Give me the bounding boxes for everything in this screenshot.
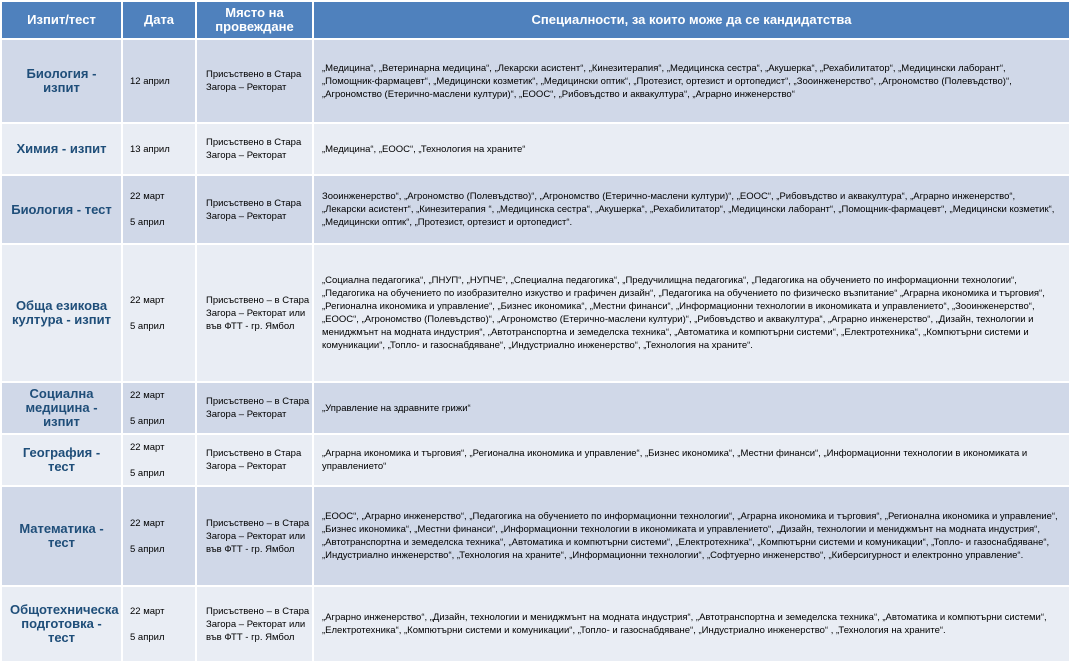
date-cell — [122, 486, 196, 586]
date-2: 5 април — [130, 217, 165, 228]
specialties-cell: „Аграрна икономика и търговия“, „Регионална икономика и управление“, „Бизнес икономика“, „Местни финанси“, „Информационни технологии в икономиката и управлението“ — [313, 434, 1069, 486]
header-specialties: Специалности, за които може да се кандидатства — [313, 1, 1069, 39]
table-row — [1, 123, 1069, 175]
specialties-cell: „Медицина“, „Ветеринарна медицина“, „Лекарски асистент“, „Кинезитерапия“, „Медицинска сестра“, „Акушерка“, „Рехабилитатор“, „Медицински лаборант“, „Помощник-фармацевт“, „Медицински козметик“, „Медицински оптик“, „Протезист, ортезист и ортопедист“, „Зооинженерство“, „Агрономство (Полевъдство)“, „Агрономство (Етерично-маслени култури)“, „ЕООС“, „Рибовъдство и аквакултура“, „Аграрно инженерство“ — [313, 39, 1069, 123]
subject-cell: Социална медицина - изпит — [1, 382, 122, 434]
table-row — [1, 382, 1069, 434]
table-row — [1, 586, 1069, 662]
subject-cell: Математика - тест — [1, 486, 122, 586]
place-cell: Присъствено в Стара Загора – Ректорат — [196, 175, 313, 244]
subject-cell: Химия - изпит — [1, 123, 122, 175]
specialties-cell: „Социална педагогика“, „ПНУП“, „НУПЧЕ“, „Специална педагогика“, „Предучилищна педагогика“, „Педагогика на обучението по информационни технологии“, „Педагогика на обучението по изобразително изкуство и графичен дизайн“, „Педагогика на обучението по физическо възпитание“ „Аграрна икономика и търговия“, „Регионална икономика и управление“, „Бизнес икономика“, „Местни финанси“, „Информационни технологии в икономиката и управлението“, „Зооинженерство“, „ЕООС“, „Агрономство (Полевъдство)“, „Агрономство (Етерично-маслени култури)“, „Рибовъдство и аквакултура“, „Аграрно инженерство“, „Дизайн, технологии и мениджмънт на модната индустрия“, „Автотранспортна и земеделска техника“, „Автоматика и компютърни системи“, „Електротехника“, „Компютърни системи и комуникации“, „Топло- и газоснабдяване“, „Индустриално инженерство“, „Технология на храните“. — [313, 244, 1069, 382]
table-header-row — [1, 1, 1069, 39]
table-row — [1, 175, 1069, 244]
date-cell — [122, 123, 196, 175]
place-cell: Присъствено – в Стара Загора – Ректорат или във ФТТ - гр. Ямбол — [196, 244, 313, 382]
date-1: 22 март — [130, 191, 165, 202]
specialties-cell: „Управление на здравните грижи“ — [313, 382, 1069, 434]
date-1: 22 март — [130, 605, 165, 617]
place-cell: Присъствено в Стара Загора – Ректорат — [196, 123, 313, 175]
subject-cell: География - тест — [1, 434, 122, 486]
subject-cell: Биология - изпит — [1, 39, 122, 123]
header-place: Място на провеждане — [196, 1, 313, 39]
place-cell: Присъствено – в Стара Загора – Ректорат или във ФТТ - гр. Ямбол — [196, 586, 313, 662]
subject-cell: Биология - тест — [1, 175, 122, 244]
place-cell: Присъствено в Стара Загора – Ректорат — [196, 39, 313, 123]
place-cell: Присъствено в Стара Загора – Ректорат — [196, 434, 313, 486]
table-row — [1, 434, 1069, 486]
date-2: 5 април — [130, 320, 165, 332]
place-cell: Присъствено – в Стара Загора – Ректорат или във ФТТ - гр. Ямбол — [196, 486, 313, 586]
header-exam: Изпит/тест — [1, 1, 122, 39]
specialties-cell: „Аграрно инженерство“, „Дизайн, технологии и мениджмънт на модната индустрия“, „Автотранспортна и земеделска техника“, „Автоматика и компютърни системи“, „Електротехника“, „Компютърни системи и комуникации“, „Топло- и газоснабдяване“, „Индустриално инженерство“ , „Технология на храните“. — [313, 586, 1069, 662]
specialties-cell: „ЕООС“, „Аграрно инженерство“, „Педагогика на обучението по информационни технологии“, „Аграрна икономика и търговия“, „Регионална икономика и управление“, „Бизнес икономика“, „Местни финанси“, „Информационни технологии в икономиката и управлението“, „Дизайн, технологии и мениджмънт на модната индустрия“, „Автотранспортна и земеделска техника“, „Автоматика и компютърни системи“, „Електротехника“, „Компютърни системи и комуникации“, „Топло- и газоснабдяване“,„Индустриално инженерство“, „Технология на храните“, „Информационни технологии“, „Софтуерно инженерство“, „Киберсигурност и електронно управление“. — [313, 486, 1069, 586]
date-cell — [122, 175, 196, 244]
header-date: Дата — [122, 1, 196, 39]
date-cell — [122, 382, 196, 434]
table-row — [1, 39, 1069, 123]
date-2: 5 април — [130, 631, 165, 643]
specialties-cell: Зооинженерство“, „Агрономство (Полевъдство)“, „Агрономство (Етерично-маслени култури)“, „ЕООС“, „Рибовъдство и аквакултура“, „Аграрно инженерство“, „Лекарски асистент“, „Кинезитерапия “, „Медицинска сестра“, „Акушерка“, „Рехабилитатор“, „Медицински лаборант“, „Помощник-фармацевт“, „Медицински козметик“, „Медицински оптик“, „Протезист, ортезист и ортопедист“. — [313, 175, 1069, 244]
date-2: 5 април — [130, 415, 165, 427]
date-cell — [122, 244, 196, 382]
subject-cell: Общотехническа подготовка - тест — [1, 586, 122, 662]
specialties-cell: „Медицина“, „ЕООС“, „Технология на храните“ — [313, 123, 1069, 175]
date-1: 13 април — [130, 143, 170, 155]
table-row — [1, 486, 1069, 586]
date-1: 12 април — [130, 75, 170, 87]
subject-cell: Обща езикова култура - изпит — [1, 244, 122, 382]
date-2: 5 април — [130, 543, 165, 555]
date-cell — [122, 434, 196, 486]
date-cell — [122, 586, 196, 662]
date-1: 22 март — [130, 389, 165, 401]
date-1: 22 март — [130, 517, 165, 529]
date-1: 22 март — [130, 294, 165, 306]
place-cell: Присъствено – в Стара Загора – Ректорат — [196, 382, 313, 434]
date-cell — [122, 39, 196, 123]
date-1: 22 март — [130, 441, 165, 453]
table-row — [1, 244, 1069, 382]
date-2: 5 април — [130, 467, 165, 479]
